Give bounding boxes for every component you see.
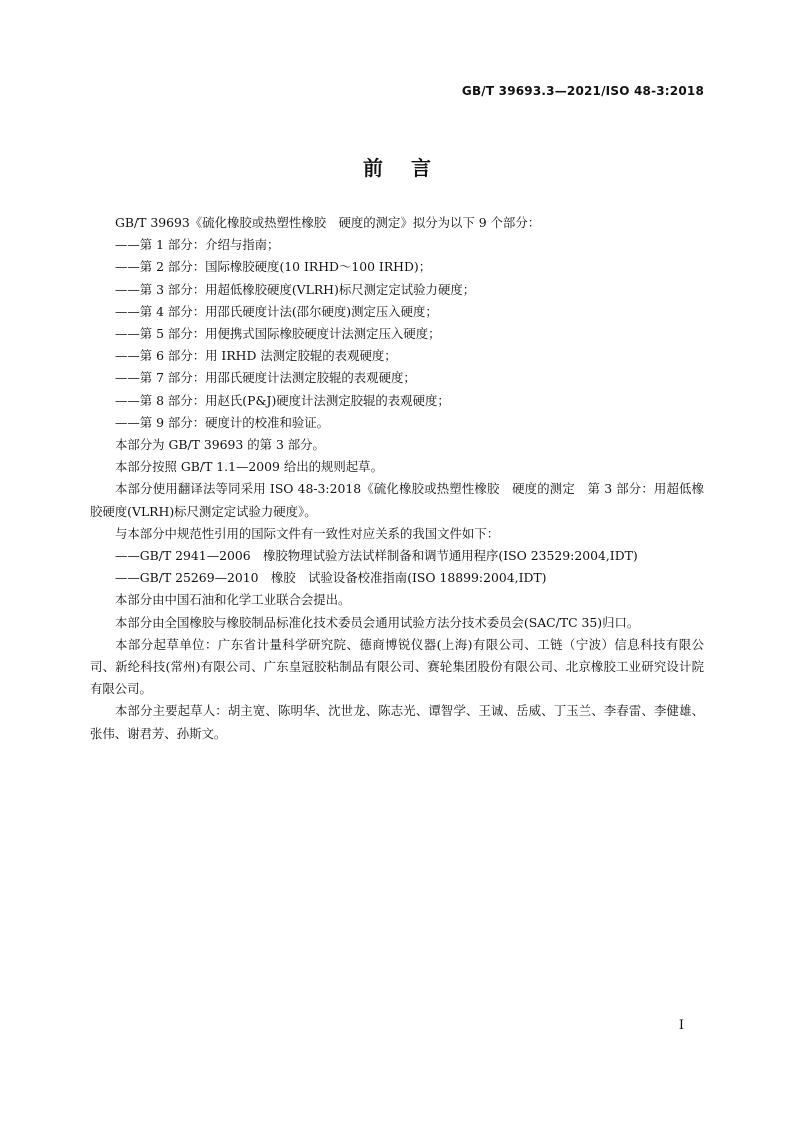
list-item: ——第 7 部分：用邵氏硬度计法测定胶辊的表观硬度； xyxy=(115,370,416,386)
paragraph: 本部分由全国橡胶与橡胶制品标准化技术委员会通用试验方法分技术委员会(SAC/TC 35)归口。 xyxy=(115,614,640,630)
page-number: I xyxy=(678,1018,684,1033)
standard-code: GB/T 39693.3—2021/ISO 48-3:2018 xyxy=(461,84,704,98)
paragraph: 本部分由中国石油和化学工业联合会提出。 xyxy=(115,592,351,608)
list-item: ——第 3 部分：用超低橡胶硬度(VLRH)标尺测定定试验力硬度； xyxy=(115,281,476,297)
body-text xyxy=(90,212,704,745)
list-item: ——第 4 部分：用邵氏硬度计法(邵尔硬度)测定压入硬度； xyxy=(115,303,438,319)
list-item: ——GB/T 2941—2006 橡胶物理试验方法试样制备和调节通用程序(ISO 23529:2004,IDT) xyxy=(115,548,638,564)
paragraph: 与本部分中规范性引用的国际文件有一致性对应关系的我国文件如下： xyxy=(115,525,500,541)
page-title: 前言 xyxy=(363,156,459,180)
list-item: ——第 5 部分：用便携式国际橡胶硬度计法测定压入硬度； xyxy=(115,326,441,342)
paragraph: GB/T 39693《硫化橡胶或热塑性橡胶 硬度的测定》拟分为以下 9 个部分： xyxy=(115,215,541,230)
paragraph: 本部分为 GB/T 39693 的第 3 部分。 xyxy=(115,437,325,453)
list-item: ——GB/T 25269—2010 橡胶 试验设备校准指南(ISO 18899:2004,IDT) xyxy=(115,570,547,586)
paragraph: 本部分按照 GB/T 1.1—2009 给出的规则起草。 xyxy=(115,459,383,475)
paragraph: 本部分使用翻译法等同采用 ISO 48-3:2018《硫化橡胶或热塑性橡胶 硬度的测定 第 3 部分：用超低橡胶硬度(VLRH)标尺测定定试验力硬度》。 xyxy=(90,481,704,519)
list-item: ——第 9 部分：硬度计的校准和验证。 xyxy=(115,414,330,430)
list-item: ——第 1 部分：介绍与指南； xyxy=(115,237,280,253)
list-item: ——第 2 部分：国际橡胶硬度(10 IRHD～100 IRHD)； xyxy=(115,259,432,275)
paragraph: 本部分起草单位：广东省计量科学研究院、德商博锐仪器(上海)有限公司、工链（宁波）信息科技有限公司、新纶科技(常州)有限公司、广东皇冠胶粘制品有限公司、赛轮集团股份有限公司、北京橡胶工业研究设计院有限公司。 xyxy=(90,636,704,697)
paragraph: 本部分主要起草人：胡主宽、陈明华、沈世龙、陈志光、谭智学、王诚、岳威、丁玉兰、李春雷、李健雄、张伟、谢君芳、孙斯文。 xyxy=(90,703,704,741)
list-item: ——第 6 部分：用 IRHD 法测定胶辊的表观硬度； xyxy=(115,348,397,364)
list-item: ——第 8 部分：用赵氏(P&J)硬度计法测定胶辊的表观硬度； xyxy=(115,392,450,408)
